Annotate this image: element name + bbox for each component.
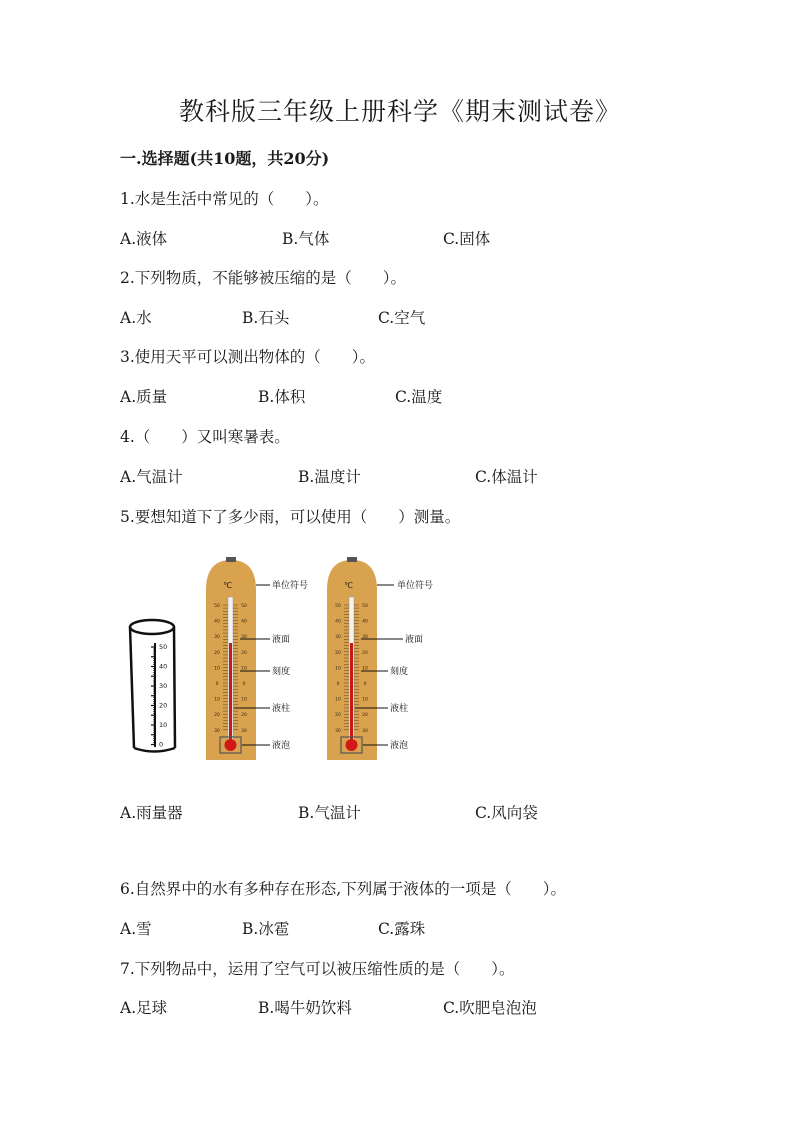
question-3-option-a: A.质量 <box>120 388 168 406</box>
label-scale: 刻度 <box>272 667 291 677</box>
label-bulb: 液泡 <box>390 741 409 751</box>
label-liquid-column: 液柱 <box>390 704 409 714</box>
question-1-option-c: C.固体 <box>443 230 491 248</box>
thermometer-tick-label: 20 <box>335 713 341 719</box>
thermometer-tick-label: 30 <box>241 635 247 641</box>
thermometer-tick-label: 40 <box>335 619 341 625</box>
thermometer-tick-label: 0 <box>215 682 219 687</box>
thermometer-tick-label: 20 <box>241 713 247 719</box>
instruments-illustration <box>122 555 452 765</box>
thermometer-tick-label: 0 <box>242 682 246 687</box>
question-7-option-b: B.喝牛奶饮料 <box>258 999 352 1017</box>
question-2-option-a: A.水 <box>120 309 152 327</box>
question-6-option-b: B.冰雹 <box>242 920 290 938</box>
thermometer-tick-label: 50 <box>362 604 368 609</box>
question-4-option-a: A.气温计 <box>120 468 183 486</box>
rain-gauge-tick-label: 20 <box>159 701 168 710</box>
question-5-stem: 5.要想知道下了多少雨，可以使用（ ）测量。 <box>120 508 461 526</box>
question-4-option-b: B.温度计 <box>298 468 361 486</box>
thermometer-tick-label: 30 <box>362 635 368 641</box>
question-2-stem: 2.下列物质，不能够被压缩的是（ ）。 <box>120 269 407 287</box>
thermometer-tick-label: 20 <box>362 650 368 656</box>
question-7-stem: 7.下列物品中，运用了空气可以被压缩性质的是（ ）。 <box>120 960 515 978</box>
thermometer-tick-label: 50 <box>214 604 220 609</box>
question-1-option-a: A.液体 <box>120 230 168 248</box>
label-liquid-column: 液柱 <box>272 704 291 714</box>
thermometer-tick-label: 0 <box>363 682 367 687</box>
rain-gauge-tick-label: 0 <box>159 740 164 749</box>
question-4-stem: 4.（ ）又叫寒暑表。 <box>120 428 290 446</box>
label-unit-symbol: 单位符号 <box>397 581 434 591</box>
label-bulb: 液泡 <box>272 741 291 751</box>
question-1-option-b: B.气体 <box>282 230 330 248</box>
thermometer-tick-label: 20 <box>214 713 220 719</box>
thermometer-tick-label: 10 <box>335 697 341 703</box>
thermometer-tick-label: 40 <box>214 619 220 625</box>
thermometer-tick-label: 10 <box>241 666 247 672</box>
label-unit-symbol: 单位符号 <box>272 581 309 591</box>
thermometer-tick-label: 10 <box>241 697 247 703</box>
thermometer-tick-label: 30 <box>214 728 220 734</box>
question-7-option-c: C.吹肥皂泡泡 <box>443 999 537 1017</box>
thermometer-tick-label: 10 <box>362 666 368 672</box>
rain-gauge-tick-label: 10 <box>159 721 168 729</box>
section-heading: 一.选择题(共10题，共20分) <box>120 149 330 168</box>
thermometer-tick-label: 50 <box>335 604 341 609</box>
thermometer-tick-label: 10 <box>362 697 368 703</box>
thermometer-tick-label: 20 <box>241 650 247 656</box>
question-5-option-a: A.雨量器 <box>120 804 183 822</box>
question-6-option-a: A.雪 <box>120 920 152 938</box>
question-6-option-c: C.露珠 <box>378 920 426 938</box>
thermometer-icon <box>206 557 256 760</box>
thermometer-tick-label: 10 <box>214 697 220 703</box>
rain-gauge-tick-label: 30 <box>159 682 168 690</box>
question-7-option-a: A.足球 <box>120 999 168 1017</box>
question-2-option-c: C.空气 <box>378 309 426 327</box>
question-1-stem: 1.水是生活中常见的（ ）。 <box>120 190 329 208</box>
thermometer-tick-label: 30 <box>362 728 368 734</box>
svg-text:℃: ℃ <box>344 581 353 590</box>
question-5-figure <box>122 555 452 769</box>
question-3-stem: 3.使用天平可以测出物体的（ ）。 <box>120 348 376 366</box>
question-3-option-c: C.温度 <box>395 388 443 406</box>
thermometer-icon <box>327 557 377 760</box>
page-title: 教科版三年级上册科学《期末测试卷》 <box>178 97 621 126</box>
thermometer-tick-label: 40 <box>362 619 368 625</box>
thermometer-tick-label: 30 <box>241 728 247 734</box>
question-4-option-c: C.体温计 <box>475 468 538 486</box>
svg-text:℃: ℃ <box>223 581 232 590</box>
label-scale: 刻度 <box>390 667 409 677</box>
rain-gauge-tick-label: 40 <box>159 662 168 671</box>
thermometer-tick-label: 30 <box>335 728 341 734</box>
label-liquid-surface: 液面 <box>272 635 291 645</box>
thermometer-tick-label: 10 <box>335 666 341 672</box>
thermometer-tick-label: 50 <box>241 604 247 609</box>
question-3-option-b: B.体积 <box>258 388 306 406</box>
thermometer-tick-label: 20 <box>214 650 220 656</box>
thermometer-tick-label: 20 <box>362 713 368 719</box>
thermometer-tick-label: 20 <box>335 650 341 656</box>
rain-gauge-icon <box>130 620 175 752</box>
thermometer-tick-label: 40 <box>241 619 247 625</box>
thermometer-tick-label: 10 <box>214 666 220 672</box>
question-2-option-b: B.石头 <box>242 309 290 327</box>
question-6-stem: 6.自然界中的水有多种存在形态,下列属于液体的一项是（ ）。 <box>120 880 566 898</box>
thermometer-tick-label: 0 <box>336 682 340 687</box>
thermometer-tick-label: 30 <box>214 635 220 641</box>
question-5-option-c: C.风向袋 <box>475 804 538 822</box>
question-5-option-b: B.气温计 <box>298 804 361 822</box>
label-liquid-surface: 液面 <box>405 635 424 645</box>
rain-gauge-tick-label: 50 <box>159 643 168 651</box>
thermometer-tick-label: 30 <box>335 635 341 641</box>
